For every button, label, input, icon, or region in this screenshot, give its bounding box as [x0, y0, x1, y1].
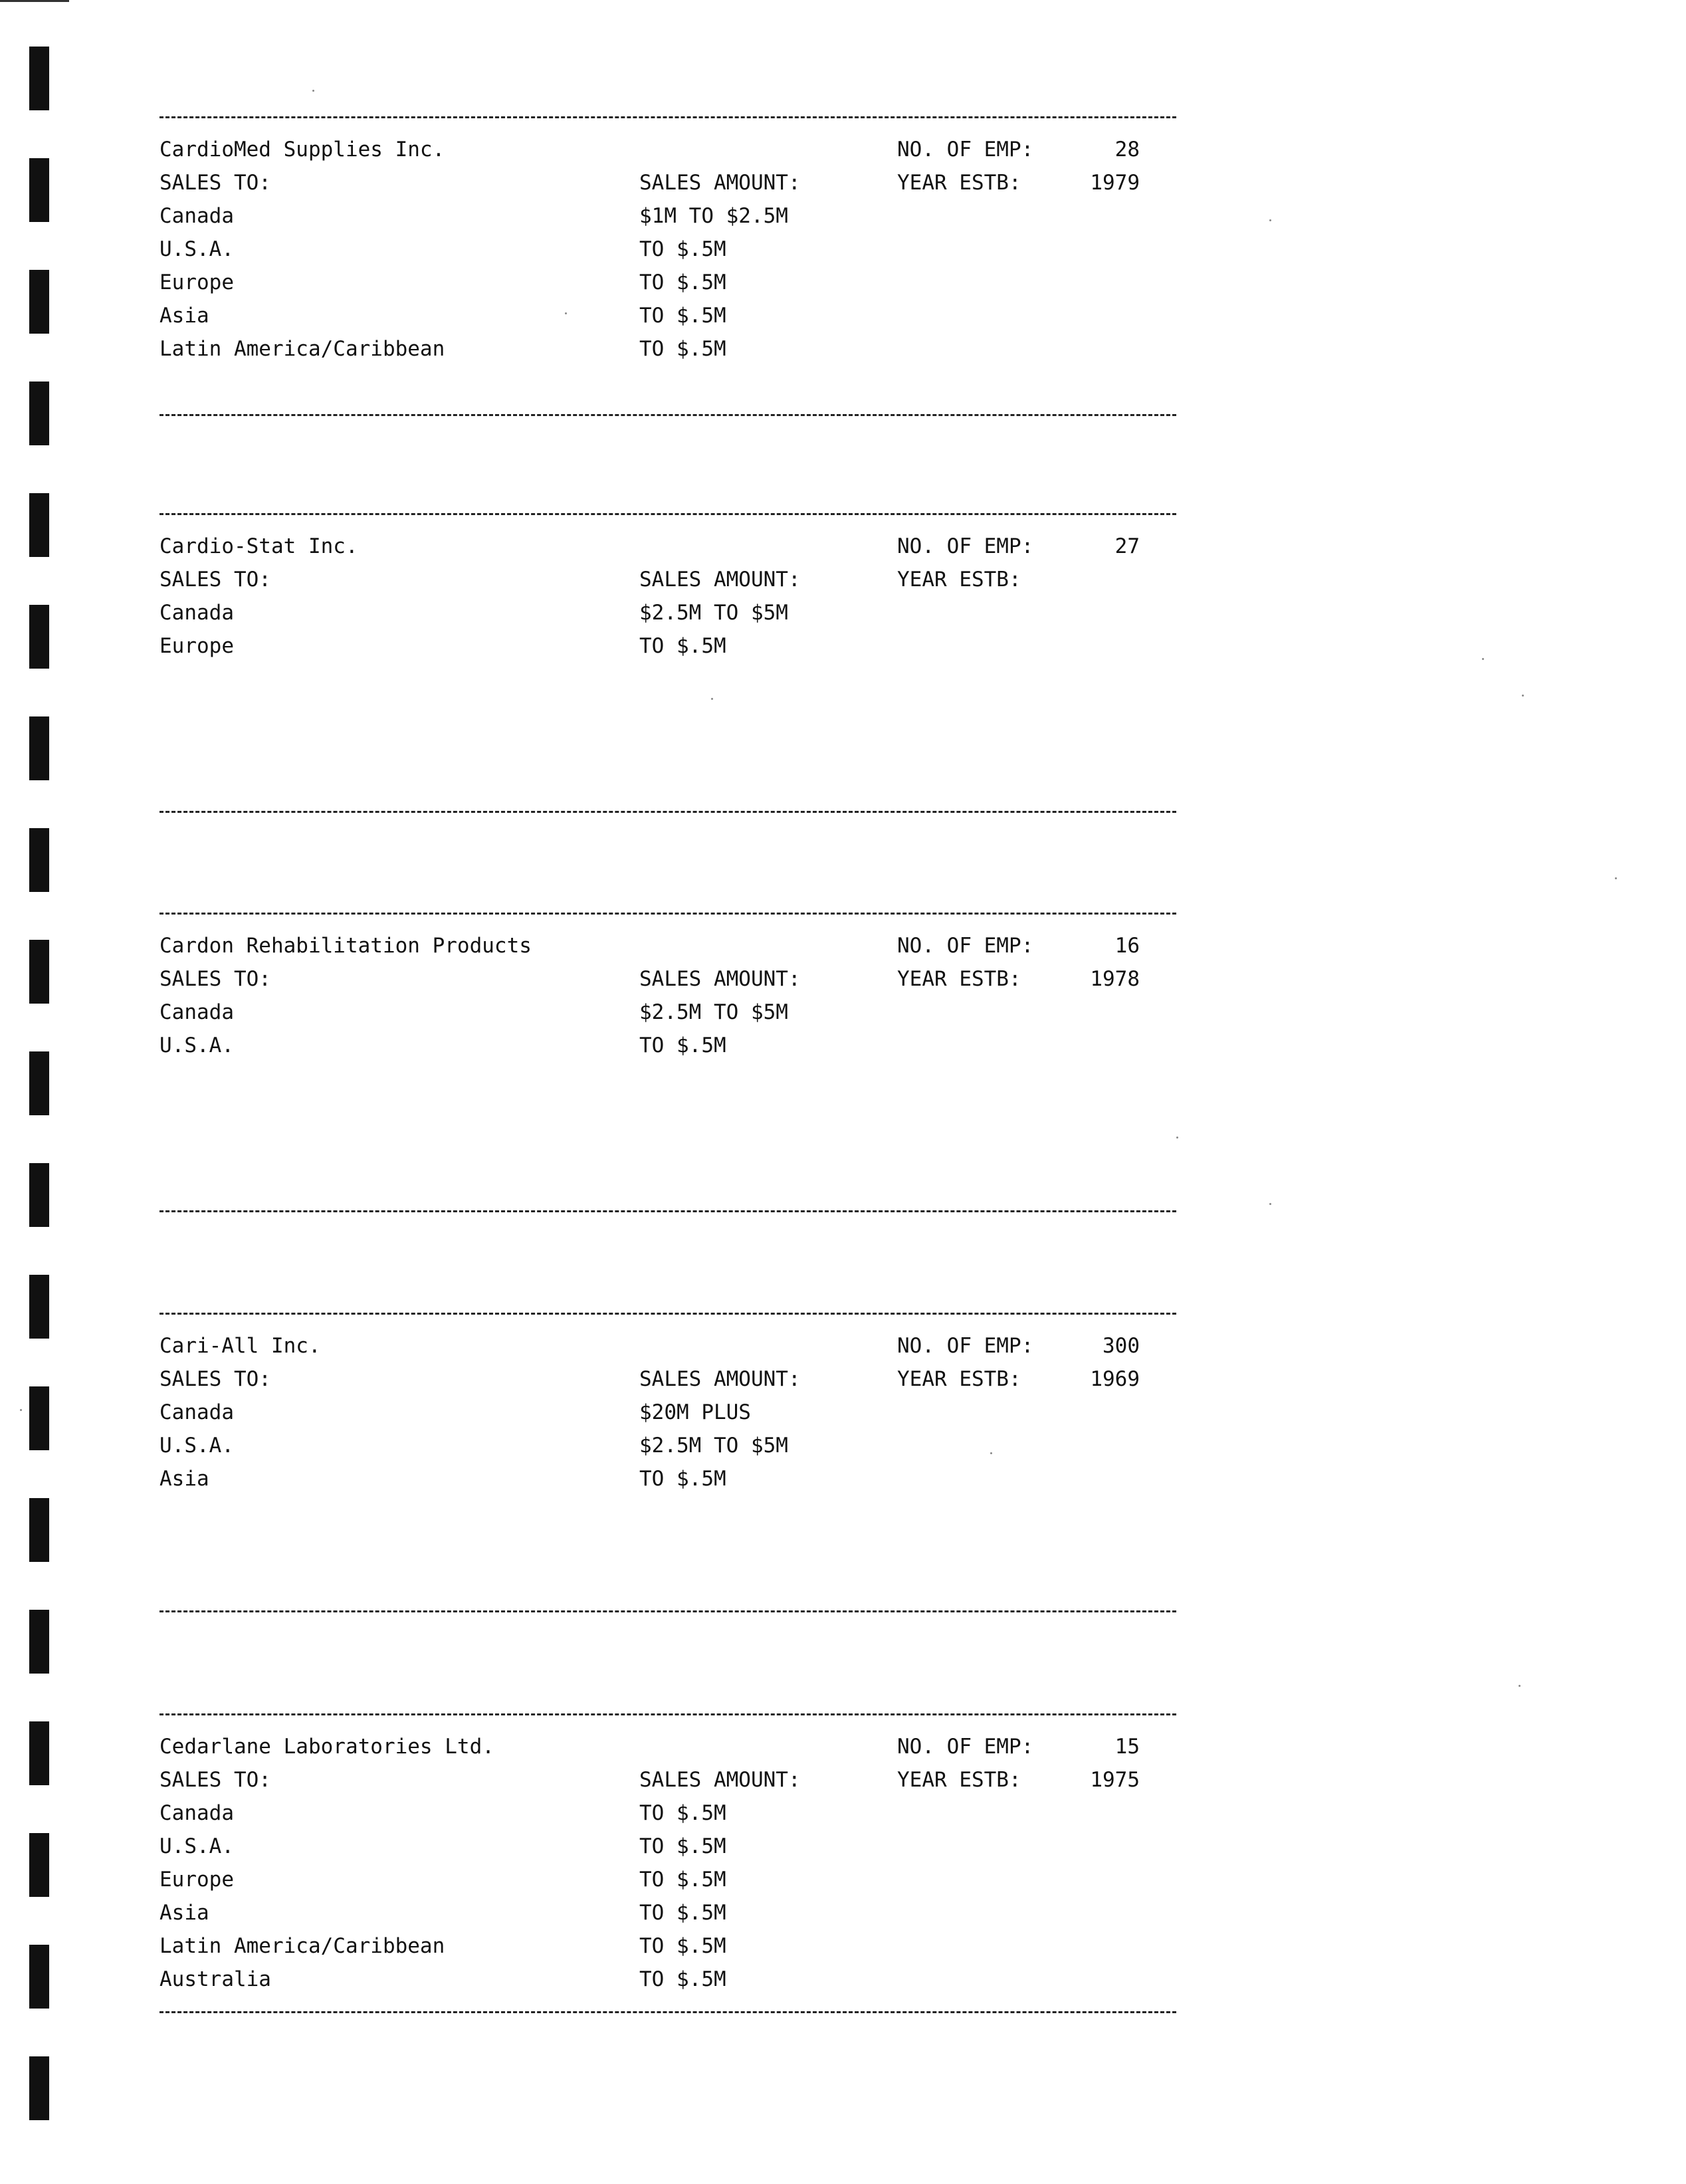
binding-hole-mark — [29, 158, 49, 222]
sales-region: Canada — [159, 601, 234, 625]
entry-top-divider — [159, 1713, 1176, 1715]
year-estb-label: YEAR ESTB: — [897, 171, 1021, 195]
year-estb-label: YEAR ESTB: — [897, 568, 1021, 592]
scan-speck — [1522, 695, 1524, 697]
company-name: Cardio-Stat Inc. — [159, 534, 358, 558]
entry-bottom-divider — [159, 2011, 1176, 2013]
company-name: Cari-All Inc. — [159, 1334, 321, 1358]
sales-region: Europe — [159, 634, 234, 658]
scan-speck — [1269, 1203, 1271, 1205]
sales-region: Latin America/Caribbean — [159, 337, 445, 361]
employee-count: 15 — [1114, 1735, 1140, 1759]
employee-count: 28 — [1114, 138, 1140, 162]
sales-region: Asia — [159, 1901, 209, 1925]
company-name: Cedarlane Laboratories Ltd. — [159, 1735, 494, 1759]
sales-amount: TO $.5M — [639, 634, 726, 658]
scan-speck — [565, 312, 567, 314]
sales-amount: TO $.5M — [639, 1467, 726, 1491]
no-of-emp-label: NO. OF EMP: — [897, 534, 1034, 558]
scan-corner-line — [0, 0, 69, 2]
binding-hole-mark — [29, 1610, 49, 1674]
binding-hole-mark — [29, 1721, 49, 1785]
year-established: 1975 — [1090, 1768, 1140, 1792]
scan-speck — [990, 1452, 992, 1454]
entry-top-divider — [159, 913, 1176, 915]
sales-amount-label: SALES AMOUNT: — [639, 171, 801, 195]
sales-amount: TO $.5M — [639, 337, 726, 361]
binding-hole-mark — [29, 1498, 49, 1562]
binding-hole-mark — [29, 1163, 49, 1227]
no-of-emp-label: NO. OF EMP: — [897, 138, 1034, 162]
company-name: Cardon Rehabilitation Products — [159, 934, 532, 958]
sales-region: Latin America/Caribbean — [159, 1934, 445, 1958]
company-name: CardioMed Supplies Inc. — [159, 138, 445, 162]
sales-amount: $2.5M TO $5M — [639, 601, 788, 625]
sales-region: U.S.A. — [159, 1034, 234, 1057]
sales-amount: TO $.5M — [639, 1834, 726, 1858]
binding-hole-mark — [29, 940, 49, 1004]
scan-speck — [20, 1409, 22, 1411]
scan-speck — [1176, 1137, 1178, 1139]
sales-amount: TO $.5M — [639, 271, 726, 294]
employee-count: 300 — [1103, 1334, 1140, 1358]
binding-hole-mark — [29, 2056, 49, 2120]
sales-amount: TO $.5M — [639, 1934, 726, 1958]
entry-top-divider — [159, 1313, 1176, 1315]
employee-count: 27 — [1114, 534, 1140, 558]
binding-hole-mark — [29, 382, 49, 445]
scan-speck — [1269, 219, 1271, 221]
no-of-emp-label: NO. OF EMP: — [897, 1735, 1034, 1759]
sales-amount: $2.5M TO $5M — [639, 1434, 788, 1458]
year-established: 1979 — [1090, 171, 1140, 195]
year-established: 1978 — [1090, 967, 1140, 991]
sales-region: Canada — [159, 1400, 234, 1424]
sales-amount: TO $.5M — [639, 1034, 726, 1057]
binding-hole-mark — [29, 493, 49, 557]
binding-hole-mark — [29, 1275, 49, 1339]
sales-amount: TO $.5M — [639, 304, 726, 328]
sales-region: Asia — [159, 304, 209, 328]
sales-to-label: SALES TO: — [159, 1367, 271, 1391]
binding-hole-mark — [29, 1386, 49, 1450]
sales-to-label: SALES TO: — [159, 171, 271, 195]
binding-hole-mark — [29, 1945, 49, 2009]
sales-region: U.S.A. — [159, 237, 234, 261]
entry-bottom-divider — [159, 1610, 1176, 1612]
sales-region: Canada — [159, 1801, 234, 1825]
sales-amount: $20M PLUS — [639, 1400, 751, 1424]
sales-region: Australia — [159, 1967, 271, 1991]
entry-top-divider — [159, 116, 1176, 118]
binding-hole-mark — [29, 47, 49, 110]
sales-region: U.S.A. — [159, 1834, 234, 1858]
year-estb-label: YEAR ESTB: — [897, 967, 1021, 991]
binding-hole-mark — [29, 828, 49, 892]
no-of-emp-label: NO. OF EMP: — [897, 934, 1034, 958]
sales-amount-label: SALES AMOUNT: — [639, 967, 801, 991]
sales-region: Canada — [159, 1000, 234, 1024]
employee-count: 16 — [1114, 934, 1140, 958]
year-estb-label: YEAR ESTB: — [897, 1768, 1021, 1792]
sales-amount: $1M TO $2.5M — [639, 204, 788, 228]
sales-amount: TO $.5M — [639, 237, 726, 261]
year-established: 1969 — [1090, 1367, 1140, 1391]
binding-hole-mark — [29, 270, 49, 334]
sales-to-label: SALES TO: — [159, 1768, 271, 1792]
sales-region: U.S.A. — [159, 1434, 234, 1458]
entry-bottom-divider — [159, 1210, 1176, 1212]
scan-speck — [1482, 658, 1484, 660]
binding-hole-mark — [29, 1051, 49, 1115]
sales-amount: TO $.5M — [639, 1967, 726, 1991]
sales-amount: TO $.5M — [639, 1901, 726, 1925]
binding-hole-mark — [29, 1833, 49, 1897]
entry-bottom-divider — [159, 414, 1176, 416]
scan-speck — [1615, 877, 1617, 879]
sales-amount-label: SALES AMOUNT: — [639, 1367, 801, 1391]
binding-hole-mark — [29, 605, 49, 669]
sales-region: Europe — [159, 1868, 234, 1892]
scan-speck — [711, 698, 713, 700]
entry-bottom-divider — [159, 811, 1176, 813]
year-estb-label: YEAR ESTB: — [897, 1367, 1021, 1391]
sales-to-label: SALES TO: — [159, 568, 271, 592]
entry-top-divider — [159, 513, 1176, 515]
sales-region: Canada — [159, 204, 234, 228]
no-of-emp-label: NO. OF EMP: — [897, 1334, 1034, 1358]
sales-amount-label: SALES AMOUNT: — [639, 1768, 801, 1792]
binding-hole-mark — [29, 716, 49, 780]
sales-amount-label: SALES AMOUNT: — [639, 568, 801, 592]
sales-region: Asia — [159, 1467, 209, 1491]
sales-amount: TO $.5M — [639, 1868, 726, 1892]
scan-speck — [1519, 1685, 1521, 1687]
sales-region: Europe — [159, 271, 234, 294]
sales-amount: $2.5M TO $5M — [639, 1000, 788, 1024]
sales-amount: TO $.5M — [639, 1801, 726, 1825]
sales-to-label: SALES TO: — [159, 967, 271, 991]
scan-speck — [312, 90, 314, 92]
